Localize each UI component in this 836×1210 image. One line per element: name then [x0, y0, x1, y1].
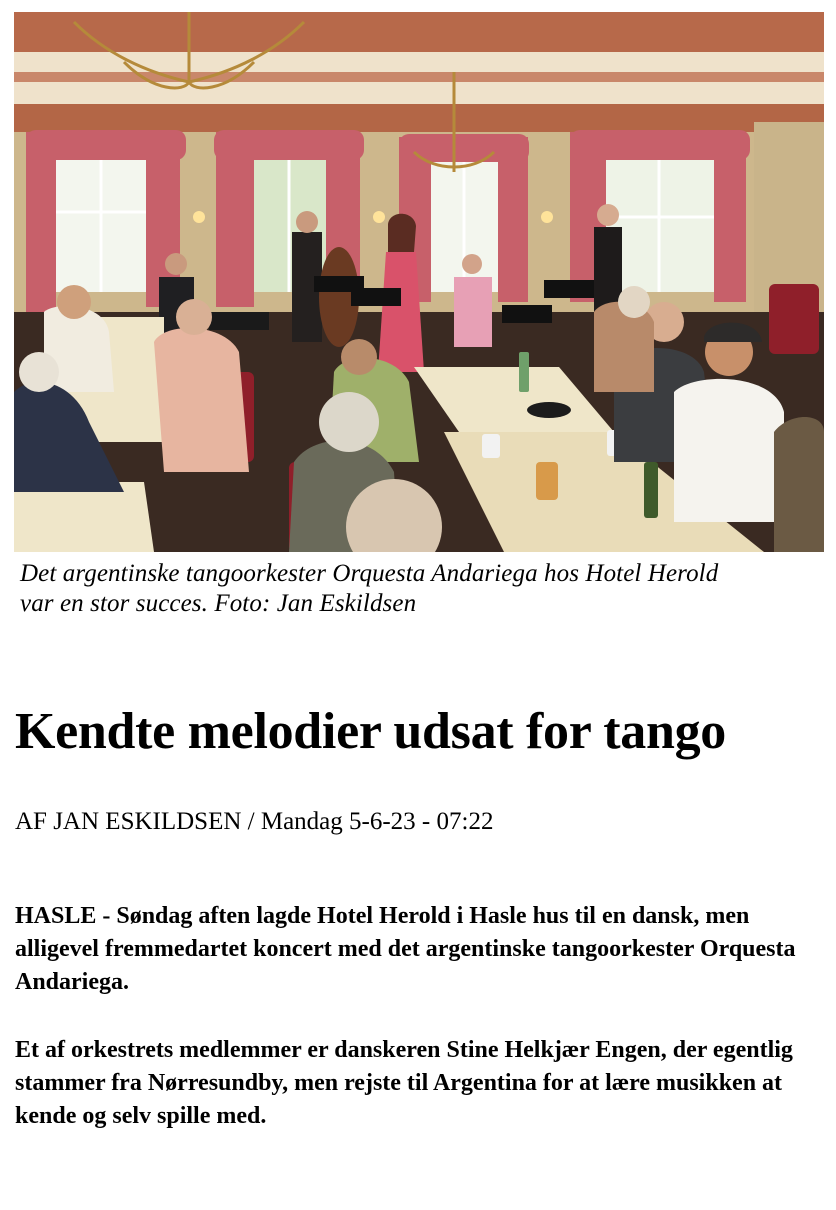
accordion-player — [454, 277, 492, 347]
audience-member — [154, 328, 249, 472]
concert-photo-image — [14, 12, 824, 552]
ceiling-beam — [14, 12, 824, 52]
audience-member — [594, 302, 654, 392]
audience-member — [674, 379, 784, 522]
article-byline: AF JAN ESKILDSEN / Mandag 5-6-23 - 07:22 — [15, 808, 494, 835]
article-paragraph-1: HASLE - Søndag aften lagde Hotel Herold i Hasle hus til en dansk, men alligevel fremmedartet koncert med det argentinske tangoorkester Orquesta Andariega. — [15, 903, 796, 995]
article-paragraph-2: Et af orkestrets medlemmer er danskeren Stine Helkjær Engen, der egentlig stammer fra Nørresundby, men rejste til Argentina for at lære musikken at kende og selv spille med. — [15, 1037, 793, 1129]
ceiling-beam — [14, 104, 824, 132]
audience-member — [774, 417, 824, 552]
photo-caption — [20, 559, 830, 619]
singer — [378, 252, 424, 372]
caption-line-1: Det argentinske tangoorkester Orquesta Andariega hos Hotel Herold — [20, 560, 719, 587]
keyboard — [209, 312, 269, 330]
table — [14, 482, 154, 552]
article-headline: Kendte melodier udsat for tango — [15, 703, 726, 760]
caption-line-2: var en stor succes. Foto: Jan Eskildsen — [20, 590, 417, 617]
article-photo — [14, 12, 824, 552]
